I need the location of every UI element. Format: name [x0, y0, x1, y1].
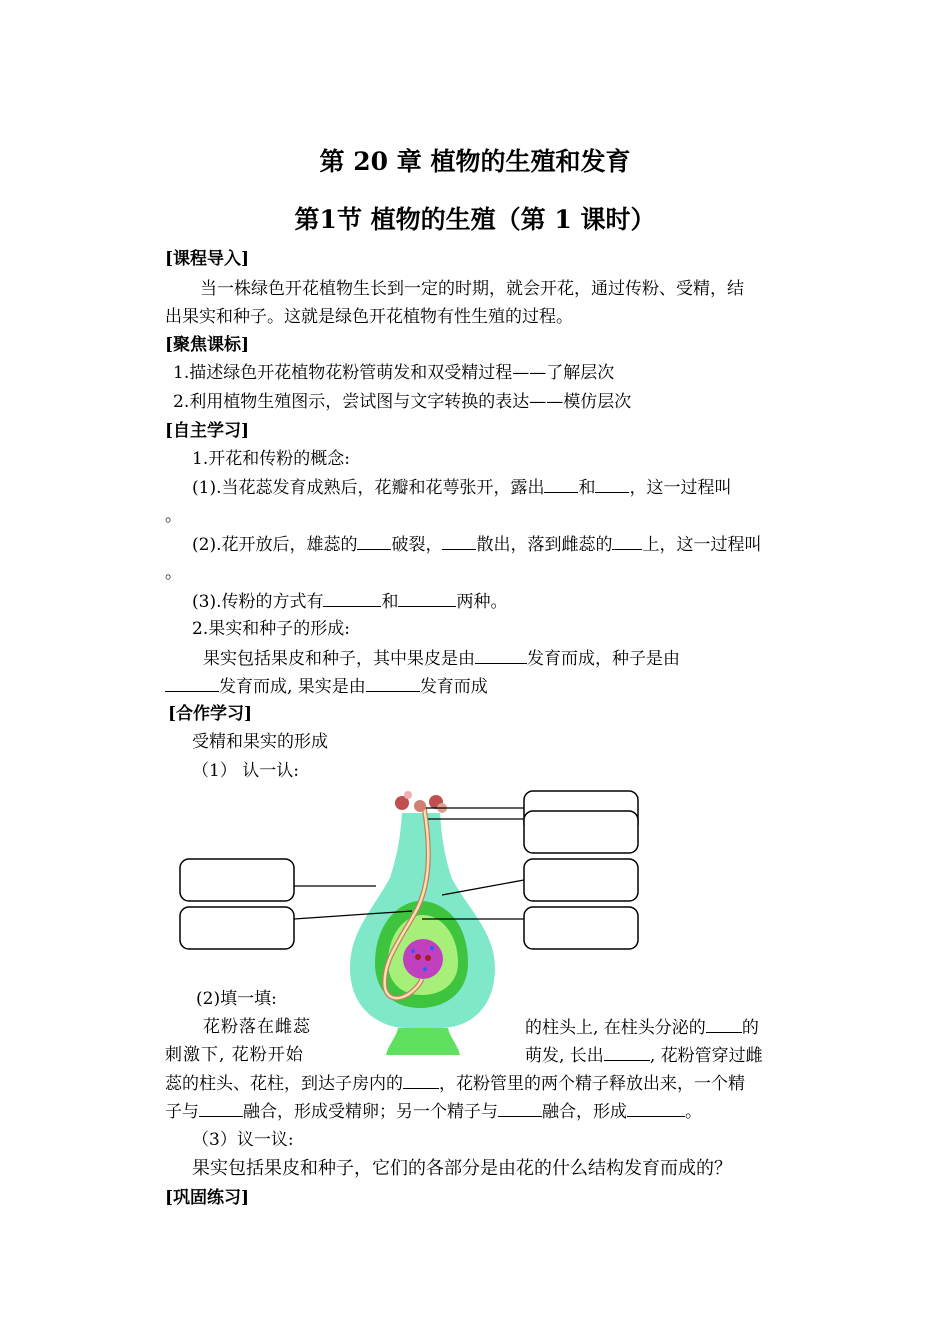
- blank[interactable]: [627, 1100, 685, 1117]
- text: 的: [741, 1018, 759, 1038]
- discussion-question: 果实包括果皮和种子，它们的各部分是由花的什么结构发育而成的？: [192, 1158, 732, 1179]
- text: 果实包括果皮和种子，其中果皮是由: [203, 649, 475, 669]
- blank[interactable]: [357, 533, 391, 550]
- question-1-1-end: 。: [165, 506, 182, 526]
- coop-step-1: （1） 认一认:: [192, 761, 299, 781]
- text: (1).当花蕊发育成熟后，花瓣和花萼张开，露出: [192, 478, 545, 498]
- blank[interactable]: [612, 533, 642, 550]
- text: (3).传粉的方式有: [192, 592, 324, 612]
- text: 发育而成，种子是由: [527, 649, 680, 669]
- question-1: 1.开花和传粉的概念:: [192, 449, 350, 469]
- blank[interactable]: [595, 476, 629, 493]
- question-1-2: [192, 533, 761, 556]
- blank[interactable]: [199, 1100, 243, 1117]
- question-2: 2.果实和种子的形成:: [192, 619, 350, 639]
- focus-heading: [聚焦课标]: [165, 335, 250, 355]
- text: ，花粉管里的两个精子释放出来，一个精: [439, 1074, 745, 1094]
- practice-heading: [巩固练习]: [165, 1188, 250, 1208]
- embryo-sac: [403, 939, 443, 979]
- question-2-line-1: [203, 647, 680, 670]
- text: (2).花开放后，雄蕊的: [192, 535, 358, 555]
- intro-line-1: 当一株绿色开花植物生长到一定的时期，就会开花，通过传粉、受精，结: [200, 279, 744, 299]
- focus-item-1: 1.描述绿色开花植物花粉管萌发和双受精过程——了解层次: [173, 363, 615, 383]
- text: 破裂，: [391, 535, 443, 555]
- text: 和: [578, 478, 596, 498]
- question-1-1: [192, 476, 731, 499]
- blank[interactable]: [475, 647, 527, 664]
- text: 上，这一过程叫: [642, 535, 762, 555]
- label-box-left-2: [180, 907, 294, 949]
- self-study-heading: [自主学习]: [165, 421, 250, 441]
- blank[interactable]: [706, 1016, 742, 1033]
- fill-line-2a: 刺激下, 花粉开始: [165, 1045, 304, 1065]
- label-box-right-3: [524, 859, 638, 901]
- blank[interactable]: [442, 533, 476, 550]
- coop-step-3: （3）议一议:: [192, 1130, 294, 1150]
- label-box-left-1: [180, 859, 294, 901]
- text: , 花粉管穿过雌: [649, 1046, 763, 1066]
- coop-step-2: (2)填一填:: [196, 989, 277, 1009]
- blank[interactable]: [403, 1072, 439, 1089]
- label-box-right-4: [524, 907, 638, 949]
- blank[interactable]: [165, 675, 219, 692]
- text: 两种。: [456, 592, 508, 612]
- text: 和: [381, 592, 399, 612]
- text: 的柱头上, 在柱头分泌的: [525, 1018, 706, 1038]
- fill-line-4: [165, 1100, 702, 1123]
- fill-line-1a: 花粉落在雌蕊: [203, 1017, 311, 1037]
- text: 蕊的柱头、花柱，到达子房内的: [165, 1074, 403, 1094]
- text: 融合，形成受精卵；另一个精子与: [243, 1102, 498, 1122]
- chapter-title: 第 20 章 植物的生殖和发育: [319, 147, 631, 176]
- blank[interactable]: [366, 675, 420, 692]
- blank[interactable]: [398, 590, 456, 607]
- intro-heading: [课程导入]: [165, 249, 250, 269]
- fill-line-1b: [525, 1016, 759, 1039]
- receptacle: [386, 1028, 460, 1055]
- text: 散出，落到雌蕊的: [476, 535, 613, 555]
- blank[interactable]: [604, 1044, 650, 1061]
- focus-item-2: 2.利用植物生殖图示，尝试图与文字转换的表达——模仿层次: [173, 392, 632, 412]
- intro-line-2: 出果实和种子。这就是绿色开花植物有性生殖的过程。: [165, 307, 573, 327]
- blank[interactable]: [323, 590, 381, 607]
- blank[interactable]: [498, 1100, 542, 1117]
- text: 子与: [165, 1102, 199, 1122]
- section-title: 第1节 植物的生殖（第 1 课时）: [294, 205, 656, 234]
- coop-topic: 受精和果实的形成: [192, 732, 328, 752]
- text: 融合，形成: [542, 1102, 627, 1122]
- label-box-right-2: [524, 811, 638, 853]
- text: 发育而成: [419, 677, 488, 697]
- question-1-3: [192, 590, 507, 613]
- text: 。: [685, 1102, 702, 1122]
- fill-line-2b: [525, 1044, 763, 1067]
- text: 发育而成, 果实是由: [219, 677, 366, 697]
- fill-line-3: [165, 1072, 745, 1095]
- text: ，这一过程叫: [629, 478, 732, 498]
- text: 萌发, 长出: [525, 1046, 604, 1066]
- question-2-line-2: [165, 675, 488, 698]
- coop-heading: [合作学习]: [168, 704, 253, 724]
- question-1-2-end: 。: [165, 563, 182, 583]
- blank[interactable]: [544, 476, 578, 493]
